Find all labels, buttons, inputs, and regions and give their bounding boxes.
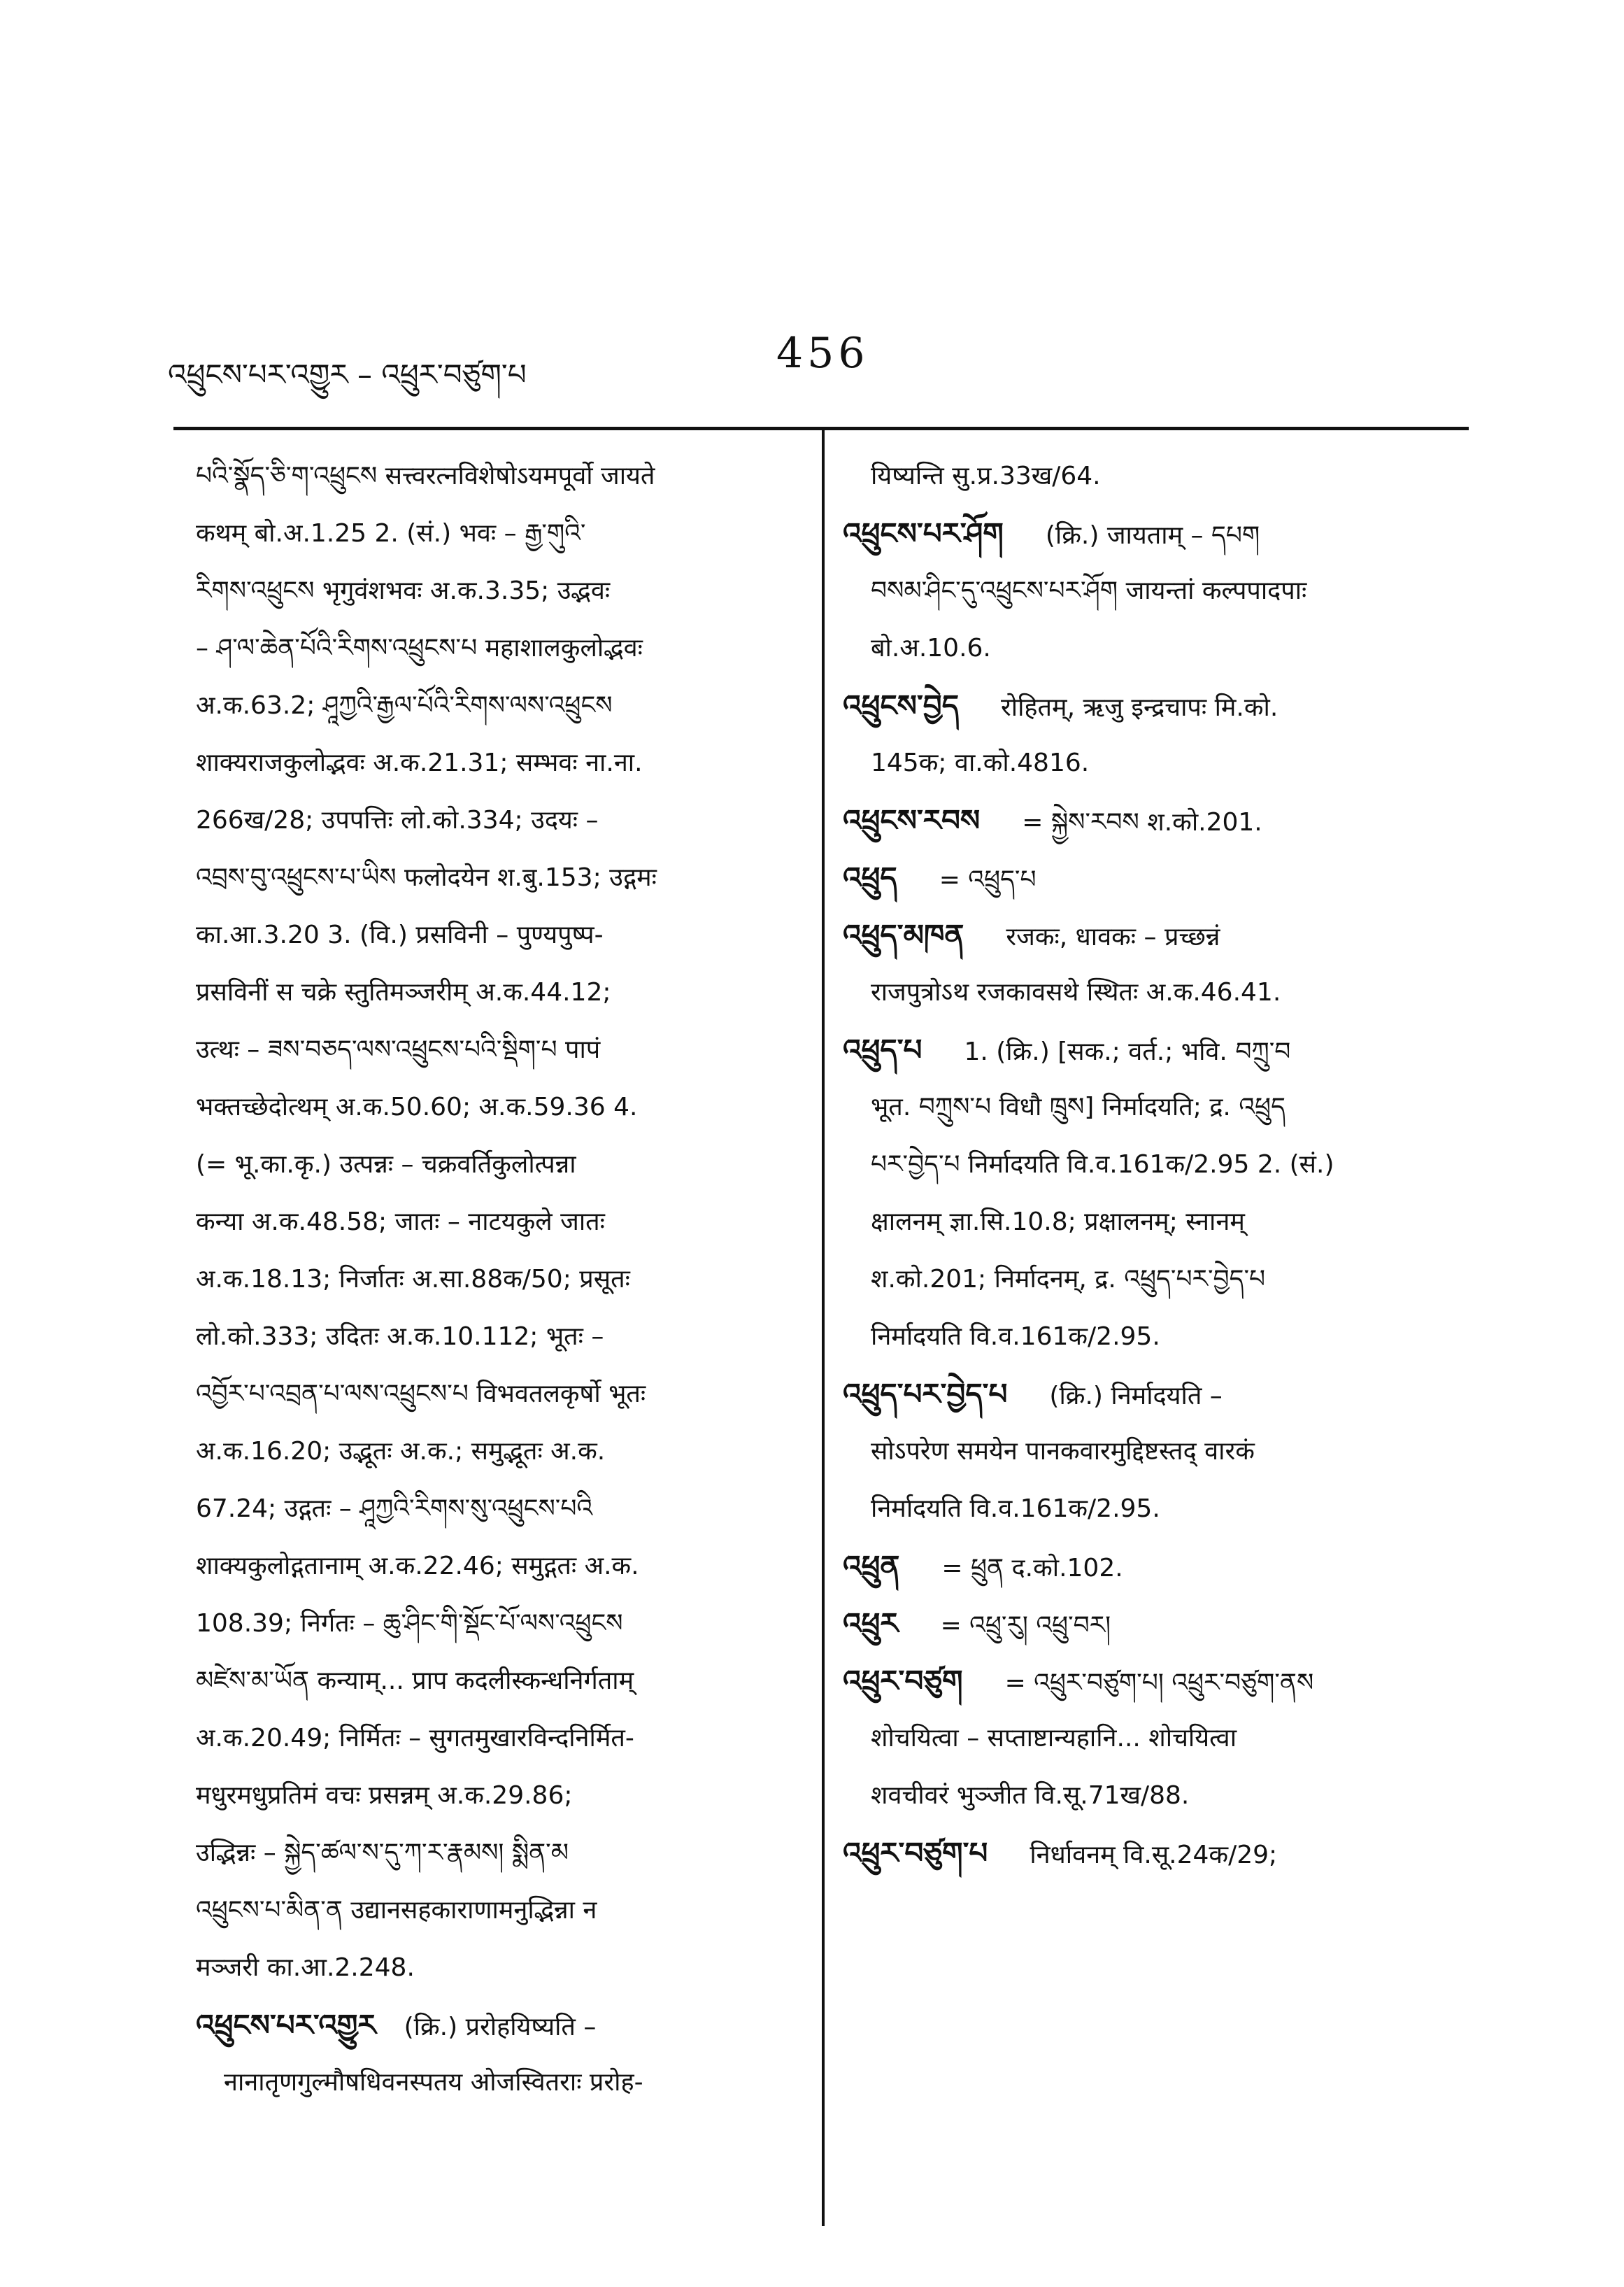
entry-text: रजकः, धावकः – प्रच्छन्नं <box>1006 923 1220 951</box>
entry-text: = འཕྲུ་རུ། འཕྲུ་བར། <box>940 1611 1111 1640</box>
page-number: 456 <box>776 329 869 378</box>
entry-text: (क्रि.) निर्मादयति – <box>1049 1382 1223 1410</box>
left-column-line: अ.क.16.20; उद्भूतः अ.क.; समुद्भूतः अ.क. <box>196 1437 606 1466</box>
left-column-line: अ.क.63.2; ཤཱཀྱའི་རྒྱལ་པོའི་རིགས་ལས་འཕྲུངས <box>196 691 613 720</box>
entry-text: = འཕྲུར་བཙུག་པ། འཕྲུར་བཙུག་ནས <box>1004 1669 1314 1697</box>
entry-headword: འཕྲུད་པར་བྱེད་པ <box>843 1377 1008 1411</box>
entry-headword: འཕྲུངས་པར་འགྱུར <box>196 2008 376 2042</box>
entry-continuation: भूत. བཀྲུས་པ विधौ ཁྲུས] निर्मादयति; द्र. འཕྲུད <box>871 1093 1285 1121</box>
entry-text: = འཕྲུད་པ <box>939 865 1037 894</box>
dictionary-entry <box>196 1997 797 2054</box>
left-column-line: उद्भिन्नः – སྐྱེད་ཚལ་ས་དུ་ཀ་ར་རྣམས། སྨིན་མ <box>196 1839 569 1867</box>
left-column-line: མཛེས་མ་ཡོན कन्याम्... प्राप कदलीस्कन्धनिर्गताम् <box>196 1666 634 1695</box>
dictionary-entry <box>843 1021 1458 1079</box>
left-column-line: कथम् बो.अ.1.25 2. (सं.) भवः – རྒྱ་གུའི་ <box>196 519 586 548</box>
entry-continuation: བསམ་ཤིང་དུ་འཕྲུངས་པར་ཤོག जायन्तां कल्पपादपाः <box>871 576 1307 605</box>
entry-text: रोहितम्, ऋजु इन्द्रचापः मि.को. <box>1001 693 1278 722</box>
left-column-line: འབྲས་བུ་འཕྲུངས་པ་ཡིས फलोदयेन श.बु.153; उद्गमः <box>196 863 657 892</box>
left-column-line: भक्तच्छेदोत्थम् अ.क.50.60; अ.क.59.36 4. <box>196 1093 638 1121</box>
entry-continuation: राजपुत्रोऽथ रजकावसथे स्थितः अ.क.46.41. <box>871 978 1281 1007</box>
entry-headword: འཕྲུར་བཙུག <box>843 1664 963 1698</box>
entry-continuation: क्षालनम् ज्ञा.सि.10.8; प्रक्षालनम्; स्नानम् <box>871 1208 1245 1236</box>
dictionary-entry <box>843 1825 1458 1882</box>
left-column-line: འབྱོར་པ་འབྲན་པ་ལས་འཕྲུངས་པ विभवतलकृर्षो भूतः <box>196 1380 646 1408</box>
entry-continuation: यिष्यन्ति सु.प्र.33ख/64. <box>871 462 1101 490</box>
entry-continuation: नानातृणगुल्मौषधिवनस्पतय ओजस्वितराः प्ररोह- <box>224 2068 643 2097</box>
entry-continuation: निर्मादयति वि.व.161क/2.95. <box>871 1494 1160 1523</box>
entry-continuation: निर्मादयति वि.व.161क/2.95. <box>871 1322 1160 1351</box>
entry-headword: འཕྲུངས་བྱེད <box>843 688 960 723</box>
dictionary-entry <box>843 792 1458 849</box>
entry-text: निर्धावनम् वि.सू.24क/29; <box>1030 1841 1278 1869</box>
left-column-line: मधुरमधुप्रतिमं वचः प्रसन्नम् अ.क.29.86; <box>196 1781 573 1810</box>
left-column-line: (= भू.का.कृ.) उत्पन्नः – चक्रवर्तिकुलोत्पन्ना <box>196 1150 576 1179</box>
left-column-line: 108.39; निर्गतः – ཆུ་ཤིང་གི་སྡོང་པོ་ལས་འཕྲུངས <box>196 1609 623 1638</box>
dictionary-entry <box>843 677 1458 735</box>
left-column-line: अ.क.20.49; निर्मितः – सुगतमुखारविन्दनिर्मित- <box>196 1724 634 1753</box>
left-column-line: 67.24; उद्गतः – ཤཱཀྱའི་རིགས་སུ་འཕྲུངས་པའི <box>196 1494 593 1523</box>
entry-headword: འཕྲུན <box>843 1549 900 1583</box>
entry-headword: འཕྲུངས་པར་ཤོག <box>843 516 1004 551</box>
entry-text: = ཕྲུན द.को.102. <box>941 1554 1123 1583</box>
left-column-line: कन्या अ.क.48.58; जातः – नाटयकुले जातः <box>196 1208 605 1236</box>
entry-continuation: श.को.201; निर्मादनम्, द्र. འཕྲུད་པར་བྱེད་པ <box>871 1265 1266 1294</box>
left-column-line: उत्थः – ཟས་བཅད་ལས་འཕྲུངས་པའི་སྡིག་པ पापं <box>196 1035 601 1064</box>
left-column-line: པའི་སྣོད་ཅི་ག་འཕྲུངས सत्त्वरत्नविशेषोऽयमपूर्वो जायते <box>196 462 655 490</box>
entry-headword: འཕྲུད་མཁན <box>843 918 964 952</box>
left-column-line: लो.को.333; उदितः अ.क.10.112; भूतः – <box>196 1322 604 1351</box>
dictionary-entry <box>843 1652 1458 1710</box>
column-divider <box>822 428 825 2226</box>
left-column-line: – ཤ་ལ་ཆེན་པོའི་རིགས་འཕྲུངས་པ महाशालकुलोद्भवः <box>196 634 643 663</box>
entry-continuation: शवचीवरं भुञ्जीत वि.सू.71ख/88. <box>871 1781 1190 1810</box>
left-column-line: अ.क.18.13; निर्जातः अ.सा.88क/50; प्रसूतः <box>196 1265 630 1294</box>
entry-text: 1. (क्रि.) [सक.; वर्त.; भवि. བཀྲུ་བ <box>964 1038 1291 1066</box>
entry-text: = སྐྱེས་རབས श.को.201. <box>1022 808 1262 837</box>
entry-headword: འཕྲུངས་རབས <box>843 803 981 837</box>
entry-continuation: सोऽपरेण समयेन पानकवारमुद्दिष्टस्तद् वारकं <box>871 1437 1255 1466</box>
right-column <box>843 448 1458 1882</box>
left-column-line: प्रसविनीं स चक्रे स्तुतिमञ्जरीम् अ.क.44.12; <box>196 978 611 1007</box>
left-column-line: འཕྲུངས་པ་མིན་ན उद्यानसहकाराणामनुद्भिन्ना न <box>196 1896 597 1925</box>
header-rule <box>173 427 1469 430</box>
dictionary-entry <box>843 1538 1458 1595</box>
left-column <box>196 448 797 2111</box>
left-column-line: का.आ.3.20 3. (वि.) प्रसविनी – पुण्यपुष्प- <box>196 921 604 949</box>
entry-headword: འཕྲུར་བཙུག་པ <box>843 1836 988 1870</box>
entry-continuation: शोचयित्वा – सप्ताष्टान्यहानि... शोचयित्वा <box>871 1724 1237 1753</box>
dictionary-entry <box>843 849 1458 907</box>
dictionary-entry <box>843 907 1458 964</box>
left-column-line: शाक्यराजकुलोद्भवः अ.क.21.31; सम्भवः ना.ना. <box>196 749 643 777</box>
dictionary-entry <box>843 1366 1458 1423</box>
left-column-line: शाक्यकुलोद्गतानाम् अ.क.22.46; समुद्गतः अ.क. <box>196 1552 639 1580</box>
entry-text: (क्रि.) जायताम् – དཔག <box>1045 521 1260 550</box>
entry-headword: འཕྲུད་པ <box>843 1033 923 1067</box>
left-column-line: 266ख/28; उपपत्तिः लो.को.334; उदयः – <box>196 806 599 835</box>
dictionary-entry <box>843 505 1458 562</box>
entry-continuation: 145क; वा.को.4816. <box>871 749 1090 777</box>
entry-text: (क्रि.) प्ररोहयिष्यति – <box>404 2013 597 2041</box>
entry-headword: འཕྲུར <box>843 1606 899 1641</box>
entry-continuation: बो.अ.10.6. <box>871 634 991 663</box>
entry-headword: འཕྲུད <box>843 861 897 895</box>
left-column-line: मञ्जरी का.आ.2.248. <box>196 1953 415 1982</box>
entry-continuation: པར་བྱེད་པ निर्मादयति वि.व.161क/2.95 2. (सं.) <box>871 1150 1334 1179</box>
left-column-line: རིགས་འཕྲུངས भृगुवंशभवः अ.क.3.35; उद्भवः <box>196 576 611 605</box>
running-head: འཕྲུངས་པར་འགྱུར – འཕྲུར་བཙུག་པ <box>168 357 527 392</box>
dictionary-entry <box>843 1595 1458 1652</box>
